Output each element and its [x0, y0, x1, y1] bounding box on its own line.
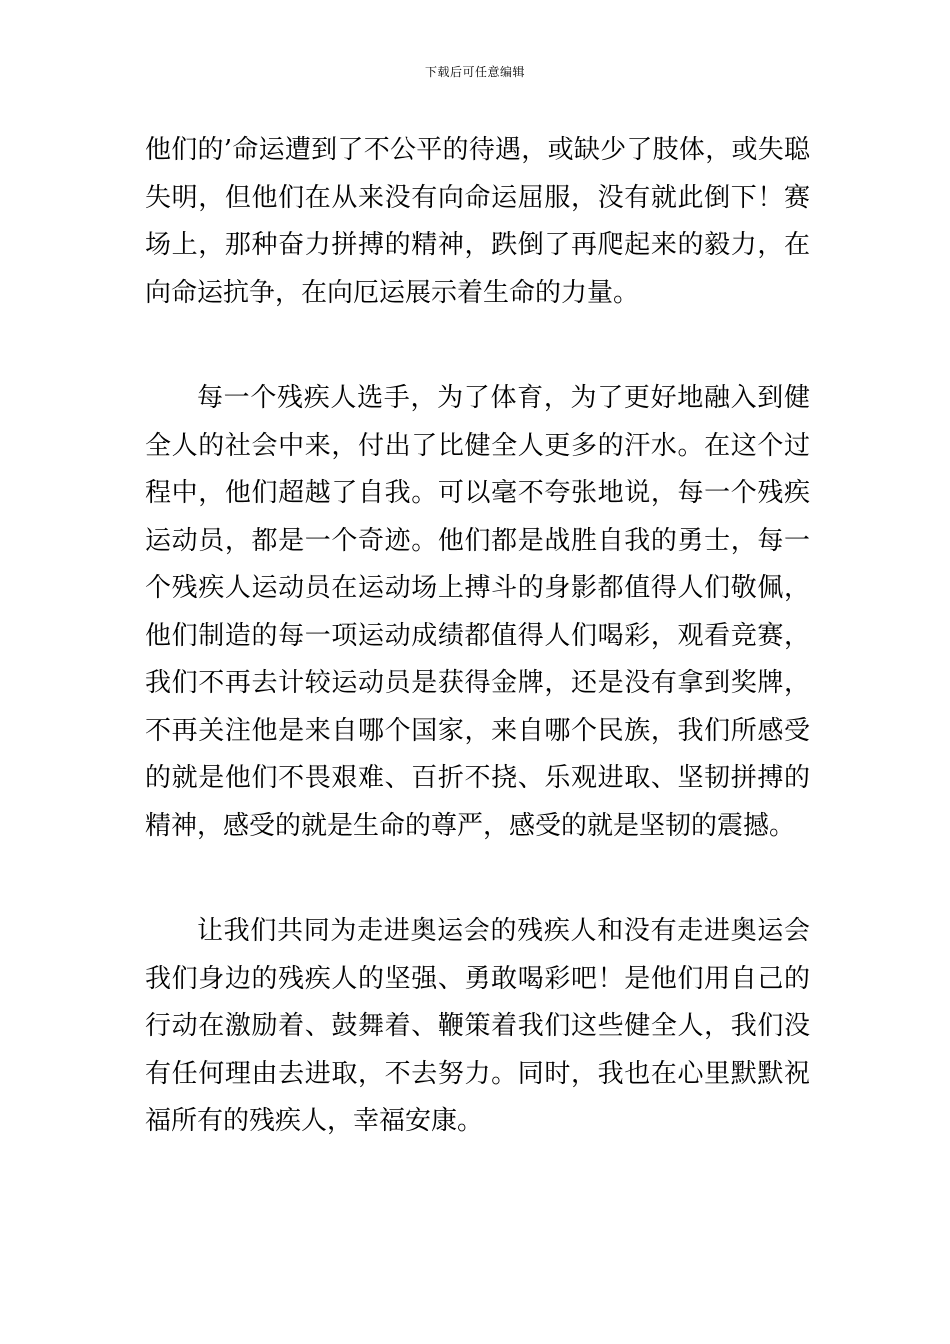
paragraph-3: 让我们共同为走进奥运会的残疾人和没有走进奥运会我们身边的残疾人的坚强、勇敢喝彩吧！是他们用自己的行动在激励着、鼓舞着、鞭策着我们这些健全人，我们没有任何理由去进取，不去努力。同时，我也在心里默默祝福所有的残疾人，幸福安康。 [145, 916, 810, 1136]
paragraph-1: 他们的’命运遭到了不公平的待遇，或缺少了肢体，或失聪失明，但他们在从来没有向命运屈服，没有就此倒下！赛场上，那种奋力拼搏的精神，跌倒了再爬起来的毅力，在向命运抗争，在向厄运展示着生命的力量。 [145, 135, 810, 308]
document-body [145, 127, 810, 1146]
paragraph-2: 每一个残疾人选手，为了体育，为了更好地融入到健全人的社会中来，付出了比健全人更多的汗水。在这个过程中，他们超越了自我。可以毫不夸张地说，每一个残疾运动员，都是一个奇迹。他们都是战胜自我的勇士，每一个残疾人运动员在运动场上搏斗的身影都值得人们敬佩，他们制造的每一项运动成绩都值得人们喝彩，观看竞赛，我们不再去计较运动员是获得金牌，还是没有拿到奖牌，不再关注他是来自哪个国家，来自哪个民族，我们所感受的就是他们不畏艰难、百折不挠、乐观进取、坚韧拼搏的精神，感受的就是生命的尊严，感受的就是坚韧的震撼。 [145, 383, 810, 841]
page-header: 下载后可任意编辑 [424, 65, 525, 79]
